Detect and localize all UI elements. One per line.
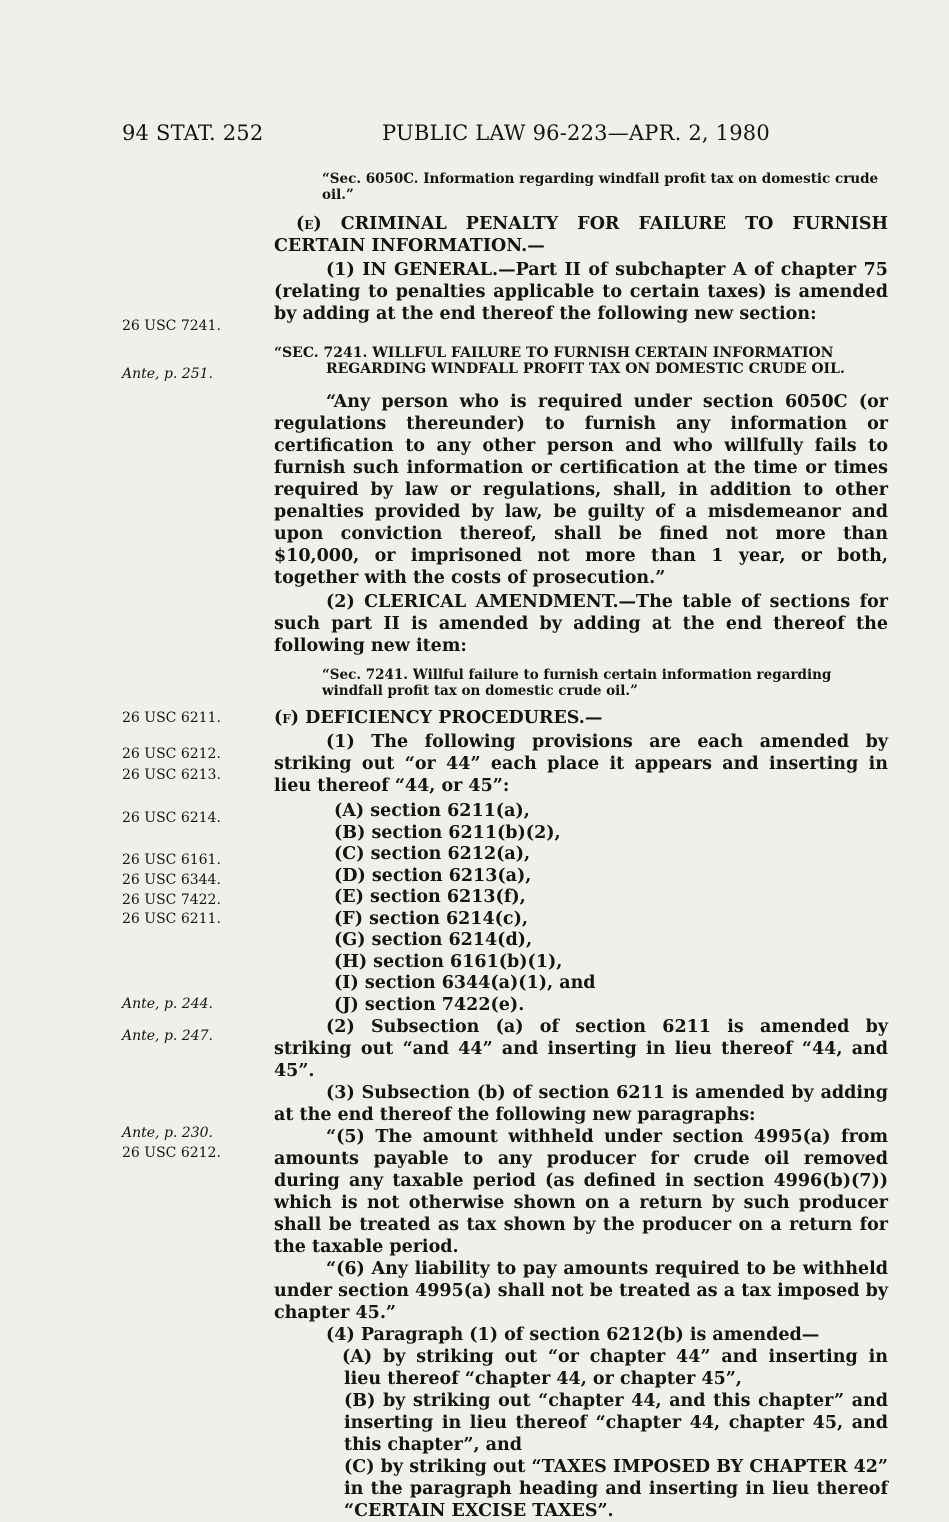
margin-note: 26 USC 6213. — [122, 767, 221, 783]
margin-note: Ante, p. 251. — [122, 366, 213, 382]
margin-note: Ante, p. 244. — [122, 996, 213, 1012]
list-item: (J) section 7422(e). — [334, 994, 525, 1015]
sec-7241-heading: “SEC. 7241. WILLFUL FAILURE TO FURNISH CERTAIN INFORMATION REGARDING WINDFALL PROFIT TAX ON DOMESTIC CRUDE OIL. — [274, 345, 845, 377]
paragraph-f3-6: “(6) Any liability to pay amounts required to be withheld under section 4995(a) shall not be treated as a tax imposed by chapter 45.” — [274, 1259, 888, 1323]
paragraph-e1: (1) IN GENERAL.—Part II of subchapter A of chapter 75 (relating to penalties applicable to certain taxes) is amended by adding at the end thereof the following new section: — [274, 260, 888, 324]
paragraph-f3-5: “(5) The amount withheld under section 4995(a) from amounts payable to any producer for crude oil removed during any taxable period (as defined in section 4996(b)(7)) which is not otherwise shown on a return by such producer shall be treated as tax shown by the producer on a return for the taxable period. — [274, 1127, 888, 1257]
paragraph-f4: (4) Paragraph (1) of section 6212(b) is amended— — [326, 1325, 820, 1345]
list-item: (F) section 6214(c), — [334, 908, 528, 929]
paragraph-e2: (2) CLERICAL AMENDMENT.—The table of sections for such part II is amended by adding at the end thereof the following new item: — [274, 592, 888, 656]
list-item: (H) section 6161(b)(1), — [334, 951, 563, 972]
sec-7241-text: “Any person who is required under section 6050C (or regulations thereunder) to furnish any information or certification to any other person and who willfully fails to furnish such information or certification at the time or times required by law or regulations, shall, in addition to other penalties provided by law, be guilty of a misdemeanor and upon conviction thereof, shall be fined not more than $10,000, or imprisoned not more than 1 year, or both, together with the costs of prosecution.” — [274, 392, 888, 588]
paragraph-f4-a: (A) by striking out “or chapter 44” and inserting in lieu thereof “chapter 44, or chapter 45”, — [342, 1347, 888, 1389]
page-stat-number: 94 STAT. 252 — [122, 121, 264, 145]
margin-note: 26 USC 6211. — [122, 911, 221, 927]
list-item: (A) section 6211(a), — [334, 801, 530, 821]
paragraph-f4-c: (C) by striking out “TAXES IMPOSED BY CHAPTER 42” in the paragraph heading and inserting in lieu thereof “CERTAIN EXCISE TAXES”. — [344, 1457, 888, 1521]
margin-note: Ante, p. 247. — [122, 1028, 213, 1044]
page-running-header: PUBLIC LAW 96-223—APR. 2, 1980 — [382, 121, 770, 145]
list-item: (B) section 6211(b)(2), — [334, 822, 561, 843]
margin-note: 26 USC 6344. — [122, 872, 221, 888]
margin-note: 26 USC 6214. — [122, 810, 221, 826]
margin-note: 26 USC 6212. — [122, 1145, 221, 1161]
margin-note: 26 USC 7241. — [122, 318, 221, 334]
f1-provision-list — [274, 801, 888, 1016]
subsection-f-heading: (f) DEFICIENCY PROCEDURES.— — [274, 708, 603, 728]
list-item: (C) section 6212(a), — [334, 844, 531, 864]
paragraph-f4-b: (B) by striking out “chapter 44, and this chapter” and inserting in lieu thereof “chapter 44, chapter 45, and this chapter”, and — [344, 1391, 888, 1455]
margin-note: 26 USC 7422. — [122, 892, 221, 908]
sec-7241-table-item: “Sec. 7241. Willful failure to furnish certain information regarding windfall profit tax on domestic crude oil.” — [322, 667, 832, 699]
list-item: (I) section 6344(a)(1), and — [334, 973, 596, 993]
paragraph-f3: (3) Subsection (b) of section 6211 is amended by adding at the end thereof the following new paragraphs: — [274, 1083, 888, 1125]
margin-note: Ante, p. 230. — [122, 1125, 213, 1141]
margin-note: 26 USC 6212. — [122, 746, 221, 762]
margin-note: 26 USC 6211. — [122, 710, 221, 726]
subsection-e-heading: (e) CRIMINAL PENALTY FOR FAILURE TO FURNISH CERTAIN INFORMATION.— — [274, 214, 888, 256]
sec-6050c-table-item: “Sec. 6050C. Information regarding windfall profit tax on domestic crude oil.” — [322, 171, 879, 203]
list-item: (G) section 6214(d), — [334, 930, 533, 950]
paragraph-f1: (1) The following provisions are each amended by striking out “or 44” each place it appears and inserting in lieu thereof “44, or 45”: — [274, 732, 888, 796]
margin-note: 26 USC 6161. — [122, 852, 221, 868]
list-item: (D) section 6213(a), — [334, 865, 532, 886]
paragraph-f2: (2) Subsection (a) of section 6211 is amended by striking out “and 44” and inserting in lieu thereof “44, and 45”. — [274, 1017, 888, 1081]
list-item: (E) section 6213(f), — [334, 887, 526, 907]
document-body — [274, 171, 888, 1522]
